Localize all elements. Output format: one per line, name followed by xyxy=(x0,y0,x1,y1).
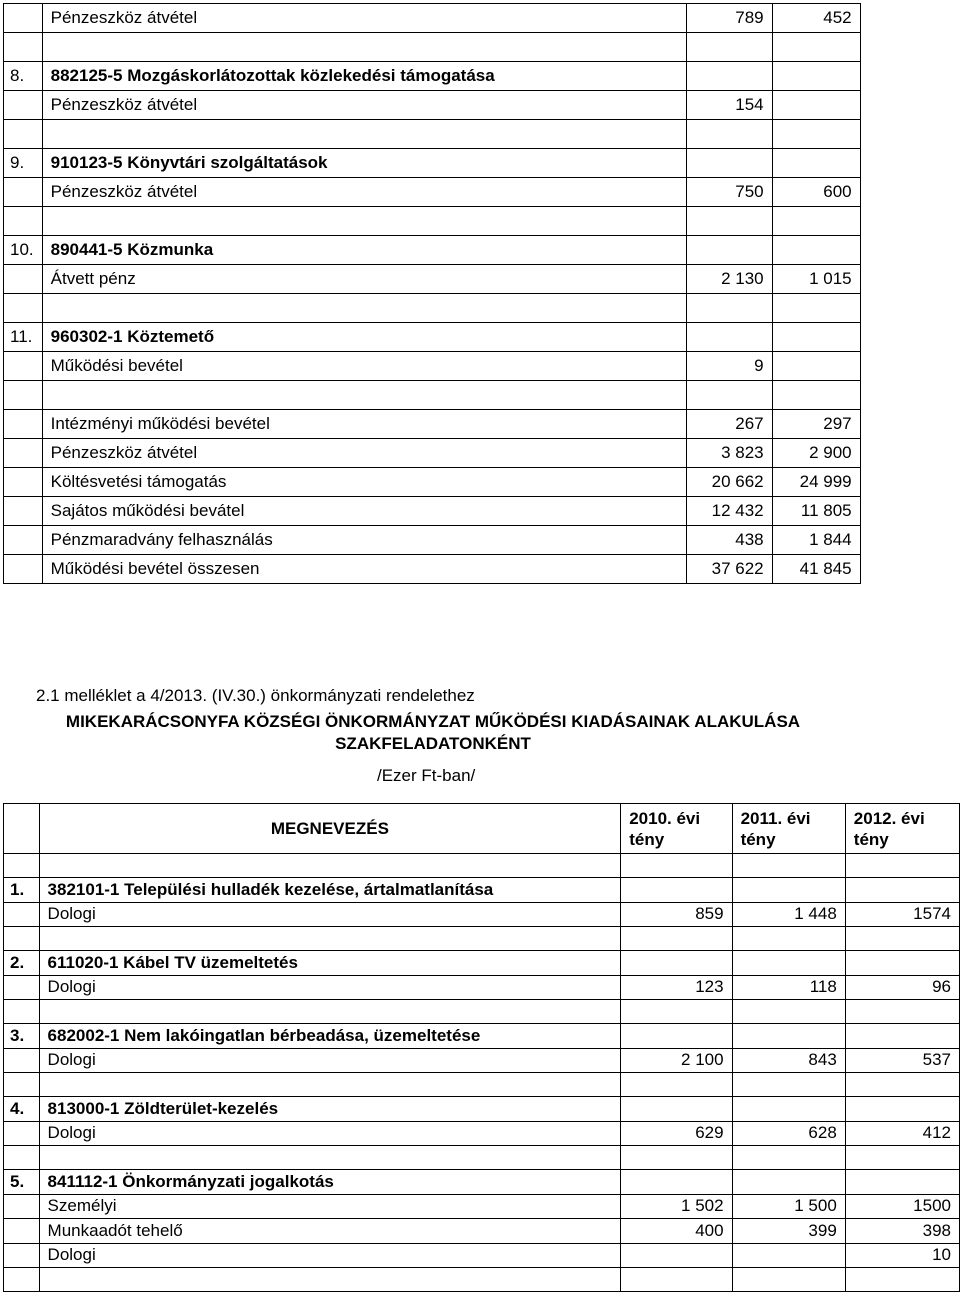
value-2011 xyxy=(732,854,845,878)
table-row xyxy=(4,975,960,1000)
row-index xyxy=(4,975,40,1000)
row-label: Működési bevétel xyxy=(42,352,686,381)
table-row xyxy=(4,927,960,951)
value-2010: 629 xyxy=(621,1121,732,1146)
row-label xyxy=(42,33,686,62)
row-label: 611020-1 Kábel TV üzemeltetés xyxy=(39,951,621,976)
row-label xyxy=(39,1268,621,1292)
table-row xyxy=(4,1146,960,1170)
value-2010: 859 xyxy=(621,902,732,927)
table-row xyxy=(4,236,861,265)
row-index xyxy=(4,1243,40,1268)
value-2012 xyxy=(772,381,860,410)
value-2011 xyxy=(732,1243,845,1268)
table-row xyxy=(4,902,960,927)
row-index xyxy=(4,381,43,410)
row-label xyxy=(42,381,686,410)
value-2011 xyxy=(732,878,845,903)
value-2010 xyxy=(621,1170,732,1195)
row-label xyxy=(42,120,686,149)
value-2010 xyxy=(621,927,732,951)
table-row xyxy=(4,33,861,62)
row-label: 841112-1 Önkormányzati jogalkotás xyxy=(39,1170,621,1195)
value-2012: 452 xyxy=(772,4,860,33)
expense-table xyxy=(3,803,960,1292)
row-label xyxy=(39,1000,621,1024)
value-2011: 399 xyxy=(732,1219,845,1244)
table-row xyxy=(4,265,861,294)
row-index xyxy=(4,207,43,236)
row-label: Költésvetési támogatás xyxy=(42,468,686,497)
value-2012: 10 xyxy=(845,1243,959,1268)
value-2012: 41 845 xyxy=(772,555,860,584)
header-2011: 2011. évi tény xyxy=(732,804,845,854)
row-label: 382101-1 Települési hulladék kezelése, ártalmatlanítása xyxy=(39,878,621,903)
row-label: Munkaadót tehelő xyxy=(39,1219,621,1244)
row-index xyxy=(4,1000,40,1024)
value-2011: 20 662 xyxy=(686,468,772,497)
value-2012: 537 xyxy=(845,1048,959,1073)
value-2011: 438 xyxy=(686,526,772,555)
value-2012: 1500 xyxy=(845,1194,959,1219)
row-index xyxy=(4,497,43,526)
row-index xyxy=(4,1219,40,1244)
row-label xyxy=(39,1146,621,1170)
value-2012 xyxy=(772,62,860,91)
row-label: Dologi xyxy=(39,975,621,1000)
value-2010: 1 502 xyxy=(621,1194,732,1219)
table-row xyxy=(4,439,861,468)
table-row xyxy=(4,120,861,149)
value-2012 xyxy=(845,1170,959,1195)
header-2012: 2012. évi tény xyxy=(845,804,959,854)
row-label: 890441-5 Közmunka xyxy=(42,236,686,265)
value-2012 xyxy=(845,1268,959,1292)
row-label: Dologi xyxy=(39,902,621,927)
value-2011 xyxy=(732,1097,845,1122)
row-label: Pénzeszköz átvétel xyxy=(42,439,686,468)
table-row xyxy=(4,323,861,352)
row-index xyxy=(4,1268,40,1292)
table-row xyxy=(4,1097,960,1122)
value-2012 xyxy=(772,149,860,178)
value-2011 xyxy=(686,62,772,91)
value-2012: 11 805 xyxy=(772,497,860,526)
value-2011: 750 xyxy=(686,178,772,207)
value-2012 xyxy=(772,294,860,323)
row-index xyxy=(4,526,43,555)
row-index: 5. xyxy=(4,1170,40,1195)
value-2012 xyxy=(772,120,860,149)
value-2012: 398 xyxy=(845,1219,959,1244)
value-2011 xyxy=(732,1000,845,1024)
value-2010 xyxy=(621,1268,732,1292)
row-label: Személyi xyxy=(39,1194,621,1219)
value-2011: 843 xyxy=(732,1048,845,1073)
value-2011: 628 xyxy=(732,1121,845,1146)
value-2012 xyxy=(845,927,959,951)
table-row xyxy=(4,1170,960,1195)
value-2011 xyxy=(686,120,772,149)
row-label: Dologi xyxy=(39,1048,621,1073)
table-row xyxy=(4,149,861,178)
revenue-table xyxy=(3,3,861,584)
value-2012: 600 xyxy=(772,178,860,207)
header-index-cell xyxy=(4,804,40,854)
value-2011: 267 xyxy=(686,410,772,439)
value-2012 xyxy=(772,207,860,236)
row-label xyxy=(42,294,686,323)
value-2010 xyxy=(621,1243,732,1268)
table-header-row xyxy=(4,804,960,854)
value-2010 xyxy=(621,854,732,878)
value-2011 xyxy=(732,1073,845,1097)
value-2011: 1 448 xyxy=(732,902,845,927)
value-2010: 2 100 xyxy=(621,1048,732,1073)
value-2011 xyxy=(732,927,845,951)
value-2012: 96 xyxy=(845,975,959,1000)
row-index: 11. xyxy=(4,323,43,352)
row-index xyxy=(4,468,43,497)
value-2010 xyxy=(621,1000,732,1024)
row-label: 910123-5 Könyvtári szolgáltatások xyxy=(42,149,686,178)
table-row xyxy=(4,4,861,33)
row-index: 10. xyxy=(4,236,43,265)
value-2011: 154 xyxy=(686,91,772,120)
value-2012 xyxy=(772,91,860,120)
table-row xyxy=(4,352,861,381)
row-label: Működési bevétel összesen xyxy=(42,555,686,584)
table-row xyxy=(4,1048,960,1073)
value-2012: 24 999 xyxy=(772,468,860,497)
row-label: Intézményi működési bevétel xyxy=(42,410,686,439)
value-2011: 118 xyxy=(732,975,845,1000)
value-2011 xyxy=(686,236,772,265)
value-2011: 3 823 xyxy=(686,439,772,468)
table-row xyxy=(4,178,861,207)
value-2011 xyxy=(686,207,772,236)
row-index xyxy=(4,352,43,381)
row-label: Dologi xyxy=(39,1121,621,1146)
row-label: Sajátos működési bevátel xyxy=(42,497,686,526)
row-index xyxy=(4,410,43,439)
value-2011: 9 xyxy=(686,352,772,381)
value-2010 xyxy=(621,1146,732,1170)
row-index: 3. xyxy=(4,1024,40,1049)
page-title: MIKEKARÁCSONYFA KÖZSÉGI ÖNKORMÁNYZAT MŰKÖDÉSI KIADÁSAINAK ALAKULÁSA xyxy=(65,712,801,731)
header-name: MEGNEVEZÉS xyxy=(39,804,621,854)
table-row xyxy=(4,1024,960,1049)
value-2012 xyxy=(845,854,959,878)
value-2011 xyxy=(686,33,772,62)
row-index xyxy=(4,33,43,62)
row-label: 682002-1 Nem lakóingatlan bérbeadása, üzemeltetése xyxy=(39,1024,621,1049)
table-row xyxy=(4,1000,960,1024)
row-index xyxy=(4,1146,40,1170)
annex-note: 2.1 melléklet a 4/2013. (IV.30.) önkormányzati rendelethez xyxy=(36,686,475,705)
table-row xyxy=(4,62,861,91)
value-2010 xyxy=(621,1073,732,1097)
table-row xyxy=(4,878,960,903)
value-2012: 412 xyxy=(845,1121,959,1146)
row-label: Pénzmaradvány felhasználás xyxy=(42,526,686,555)
table-row xyxy=(4,294,861,323)
row-label: Átvett pénz xyxy=(42,265,686,294)
row-label: 882125-5 Mozgáskorlátozottak közlekedési támogatása xyxy=(42,62,686,91)
value-2012: 1574 xyxy=(845,902,959,927)
value-2011 xyxy=(732,1268,845,1292)
table-row xyxy=(4,951,960,976)
value-2010 xyxy=(621,878,732,903)
row-index: 1. xyxy=(4,878,40,903)
value-2012 xyxy=(845,1000,959,1024)
row-index xyxy=(4,555,43,584)
value-2012: 2 900 xyxy=(772,439,860,468)
table-row xyxy=(4,1243,960,1268)
table-row xyxy=(4,854,960,878)
value-2012 xyxy=(845,1146,959,1170)
row-index xyxy=(4,1048,40,1073)
row-label xyxy=(39,1073,621,1097)
row-index xyxy=(4,265,43,294)
row-label: 960302-1 Köztemető xyxy=(42,323,686,352)
row-index: 9. xyxy=(4,149,43,178)
table-row xyxy=(4,207,861,236)
value-2011 xyxy=(686,294,772,323)
value-2011 xyxy=(732,1146,845,1170)
row-index xyxy=(4,1121,40,1146)
table-row xyxy=(4,468,861,497)
row-label: 813000-1 Zöldterület-kezelés xyxy=(39,1097,621,1122)
row-index xyxy=(4,294,43,323)
value-2011: 2 130 xyxy=(686,265,772,294)
table-row xyxy=(4,1219,960,1244)
row-index xyxy=(4,927,40,951)
row-label xyxy=(39,854,621,878)
value-2010 xyxy=(621,1024,732,1049)
value-2012 xyxy=(772,352,860,381)
value-2011 xyxy=(686,149,772,178)
table-row xyxy=(4,91,861,120)
row-label: Pénzeszköz átvétel xyxy=(42,91,686,120)
value-2012: 1 015 xyxy=(772,265,860,294)
value-2011 xyxy=(732,1170,845,1195)
row-label xyxy=(42,207,686,236)
row-index xyxy=(4,178,43,207)
table-row xyxy=(4,381,861,410)
value-2011 xyxy=(686,381,772,410)
row-index: 8. xyxy=(4,62,43,91)
value-2010 xyxy=(621,951,732,976)
table-row xyxy=(4,555,861,584)
value-2012 xyxy=(772,236,860,265)
unit-label: /Ezer Ft-ban/ xyxy=(377,766,476,785)
value-2012 xyxy=(772,33,860,62)
row-index xyxy=(4,1194,40,1219)
row-index xyxy=(4,902,40,927)
row-label: Dologi xyxy=(39,1243,621,1268)
row-label: Pénzeszköz átvétel xyxy=(42,178,686,207)
value-2012 xyxy=(772,323,860,352)
row-index xyxy=(4,1073,40,1097)
value-2012: 1 844 xyxy=(772,526,860,555)
value-2011: 789 xyxy=(686,4,772,33)
value-2011 xyxy=(732,1024,845,1049)
table-row xyxy=(4,410,861,439)
row-index xyxy=(4,120,43,149)
value-2012 xyxy=(845,1073,959,1097)
value-2011: 1 500 xyxy=(732,1194,845,1219)
row-label xyxy=(39,927,621,951)
table-row xyxy=(4,1268,960,1292)
row-index xyxy=(4,4,43,33)
value-2010 xyxy=(621,1097,732,1122)
table-row xyxy=(4,1073,960,1097)
value-2011: 37 622 xyxy=(686,555,772,584)
value-2012 xyxy=(845,1097,959,1122)
value-2012: 297 xyxy=(772,410,860,439)
value-2012 xyxy=(845,951,959,976)
value-2012 xyxy=(845,878,959,903)
row-index xyxy=(4,91,43,120)
value-2011 xyxy=(732,951,845,976)
table-row xyxy=(4,1121,960,1146)
row-index xyxy=(4,439,43,468)
page-title-line2: SZAKFELADATONKÉNT xyxy=(335,734,531,753)
row-index xyxy=(4,854,40,878)
value-2011 xyxy=(686,323,772,352)
table-row xyxy=(4,1194,960,1219)
value-2012 xyxy=(845,1024,959,1049)
table-row xyxy=(4,497,861,526)
table-row xyxy=(4,526,861,555)
value-2010: 123 xyxy=(621,975,732,1000)
value-2010: 400 xyxy=(621,1219,732,1244)
value-2011: 12 432 xyxy=(686,497,772,526)
row-index: 4. xyxy=(4,1097,40,1122)
row-index: 2. xyxy=(4,951,40,976)
row-label: Pénzeszköz átvétel xyxy=(42,4,686,33)
header-2010: 2010. évi tény xyxy=(621,804,732,854)
